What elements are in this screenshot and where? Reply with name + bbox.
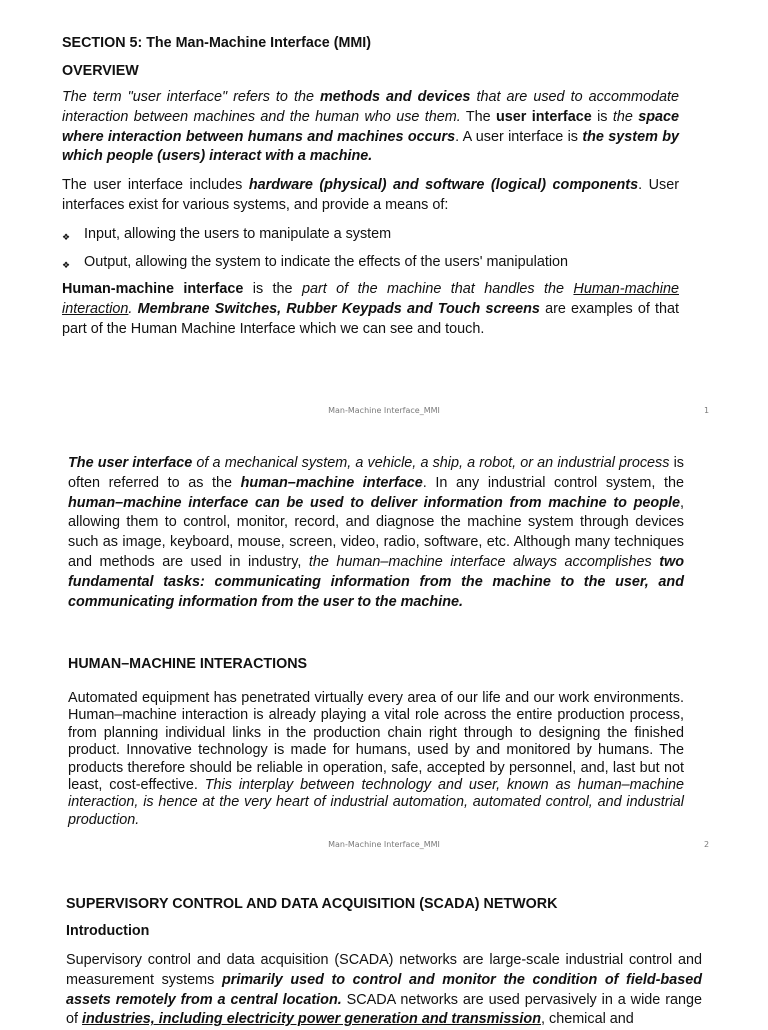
scada-intro-paragraph: Supervisory control and data acquisition (SCADA) networks are large-scale industrial control and measurement systems primarily used to control and monitor the condition of field-based assets remotely from a central location. SCADA networks are used pervasively in a wide range of industries, including electricity power generation and transmission, chemical and	[66, 952, 703, 1028]
overview-paragraph-2: The user interface includes hardware (physical) and software (logical) components. User interfaces exist for various systems, and provide a means of:	[62, 177, 679, 213]
page-number: 2	[704, 840, 710, 849]
bullet-text: Input, allowing the users to manipulate a system	[84, 226, 392, 242]
page-number: 1	[704, 406, 710, 415]
introduction-heading: Introduction	[66, 923, 150, 939]
bullet-text: Output, allowing the system to indicate the effects of the users' manipulation	[84, 254, 569, 270]
overview-heading: OVERVIEW	[62, 63, 139, 79]
hmi-interaction-link[interactable]: Human-machine interaction	[62, 281, 679, 317]
hmi-interactions-heading: HUMAN–MACHINE INTERACTIONS	[68, 656, 308, 672]
section-title: SECTION 5: The Man-Machine Interface (MMI)	[62, 35, 372, 51]
hmi-paragraph: Human-machine interface is the part of the machine that handles the Human-machine interaction. Membrane Switches, Rubber Keypads and Touch screens are examples of that part of the Human Machine Interface which we can see and touch.	[62, 281, 679, 337]
bullet-item-output	[62, 253, 679, 273]
diamond-bullet-icon: ❖	[62, 232, 71, 242]
diamond-bullet-icon: ❖	[62, 260, 71, 270]
hmi-interactions-paragraph: Automated equipment has penetrated virtually every area of our life and our work environments. Human–machine interaction is already playing a vital role across the entire production process, from planning individual links in the production chain right through to designing the finished product. Innovative technology is made for humans, used by and monitored by humans. The products therefore should be reliable in operation, safe, accepted by personnel, and, last but not least, cost-effective. This interplay between technology and user, known as human–machine interaction, is hence at the very heart of industrial automation, automated control, and industrial production.	[68, 690, 684, 828]
page-footer-title: Man-Machine Interface_MMI	[328, 840, 440, 849]
bullet-item-input	[62, 225, 679, 245]
scada-heading: SUPERVISORY CONTROL AND DATA ACQUISITION (SCADA) NETWORK	[66, 896, 558, 912]
overview-paragraph-1: The term "user interface" refers to the methods and devices that are used to accommodate interaction between machines and the human who use them. The user interface is the space where interaction between humans and machines occurs. A user interface is the system by which people (users) interact with a machine.	[62, 89, 679, 165]
page-footer-title: Man-Machine Interface_MMI	[328, 406, 440, 415]
ui-definition-paragraph: The user interface of a mechanical system, a vehicle, a ship, a robot, or an industrial process is often referred to as the human–machine interface. In any industrial control system, the human–machine interface can be used to deliver information from machine to people, allowing them to control, monitor, record, and diagnose the machine system through devices such as image, keyboard, mouse, screen, video, radio, software, etc. Although many techniques and methods are used in industry, the human–machine interface always accomplishes two fundamental tasks: communicating information from the machine to the user, and communicating information from the user to the machine.	[68, 455, 685, 610]
